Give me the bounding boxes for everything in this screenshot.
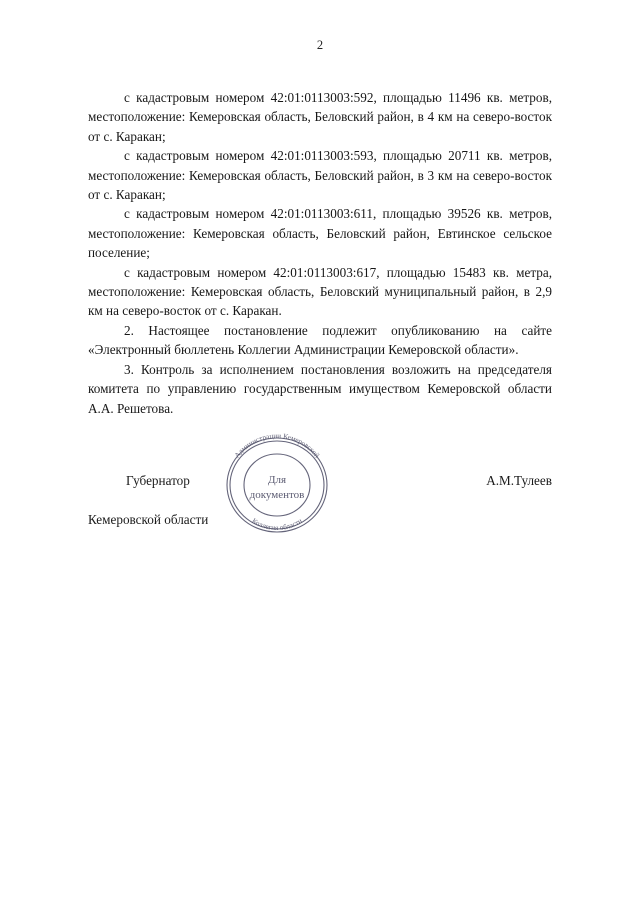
stamp-outer-text-top: Администрации Кемеровской bbox=[233, 431, 321, 460]
stamp-center-line1: Для bbox=[267, 474, 287, 486]
paragraph: с кадастровым номером 42:01:0113003:617, площадью 15483 кв. метра, местоположение: Кемеровская область, Беловский муниципальный район, в 2,9 км на северо-восток от с. Каракан. bbox=[88, 264, 552, 319]
paragraph-item-2: 2. Настоящее постановление подлежит опубликованию на сайте «Электронный бюллетень Коллегии Администрации Кемеровской области». bbox=[88, 322, 552, 358]
paragraph: с кадастровым номером 42:01:0113003:592, площадью 11496 кв. метров, местоположение: Кемеровская область, Беловский район, в 4 км на северо-восток от с. Каракан; bbox=[88, 90, 552, 144]
signatory-title bbox=[88, 452, 208, 549]
svg-text:Коллегия области bbox=[250, 517, 303, 532]
signatory-title-line1: Губернатор bbox=[126, 473, 190, 489]
paragraph: с кадастровым номером 42:01:0113003:593, площадью 20711 кв. метров, местоположение: Кемеровская область, Беловский район, в 3 км на северо-восток от с. Каракан; bbox=[88, 148, 552, 203]
document-body bbox=[88, 88, 552, 418]
signatory-name: А.М.Тулеев bbox=[486, 473, 552, 488]
paragraph-item-3: 3. Контроль за исполнением постановления возложить на председателя комитета по управлению государственным имуществом Кемеровской области А.А. Решетова. bbox=[88, 361, 552, 416]
signatory-title-line2: Кемеровской области bbox=[88, 512, 209, 528]
stamp-center-line2: документов bbox=[249, 489, 305, 501]
page-number: 2 bbox=[316, 38, 324, 52]
paragraph: с кадастровым номером 42:01:0113003:611, площадью 39526 кв. метров, местоположение: Кемеровская область, Беловский район, Евтинское сельское поселение; bbox=[88, 206, 552, 261]
stamp-outer-text-bottom: Коллегия области bbox=[250, 516, 304, 533]
